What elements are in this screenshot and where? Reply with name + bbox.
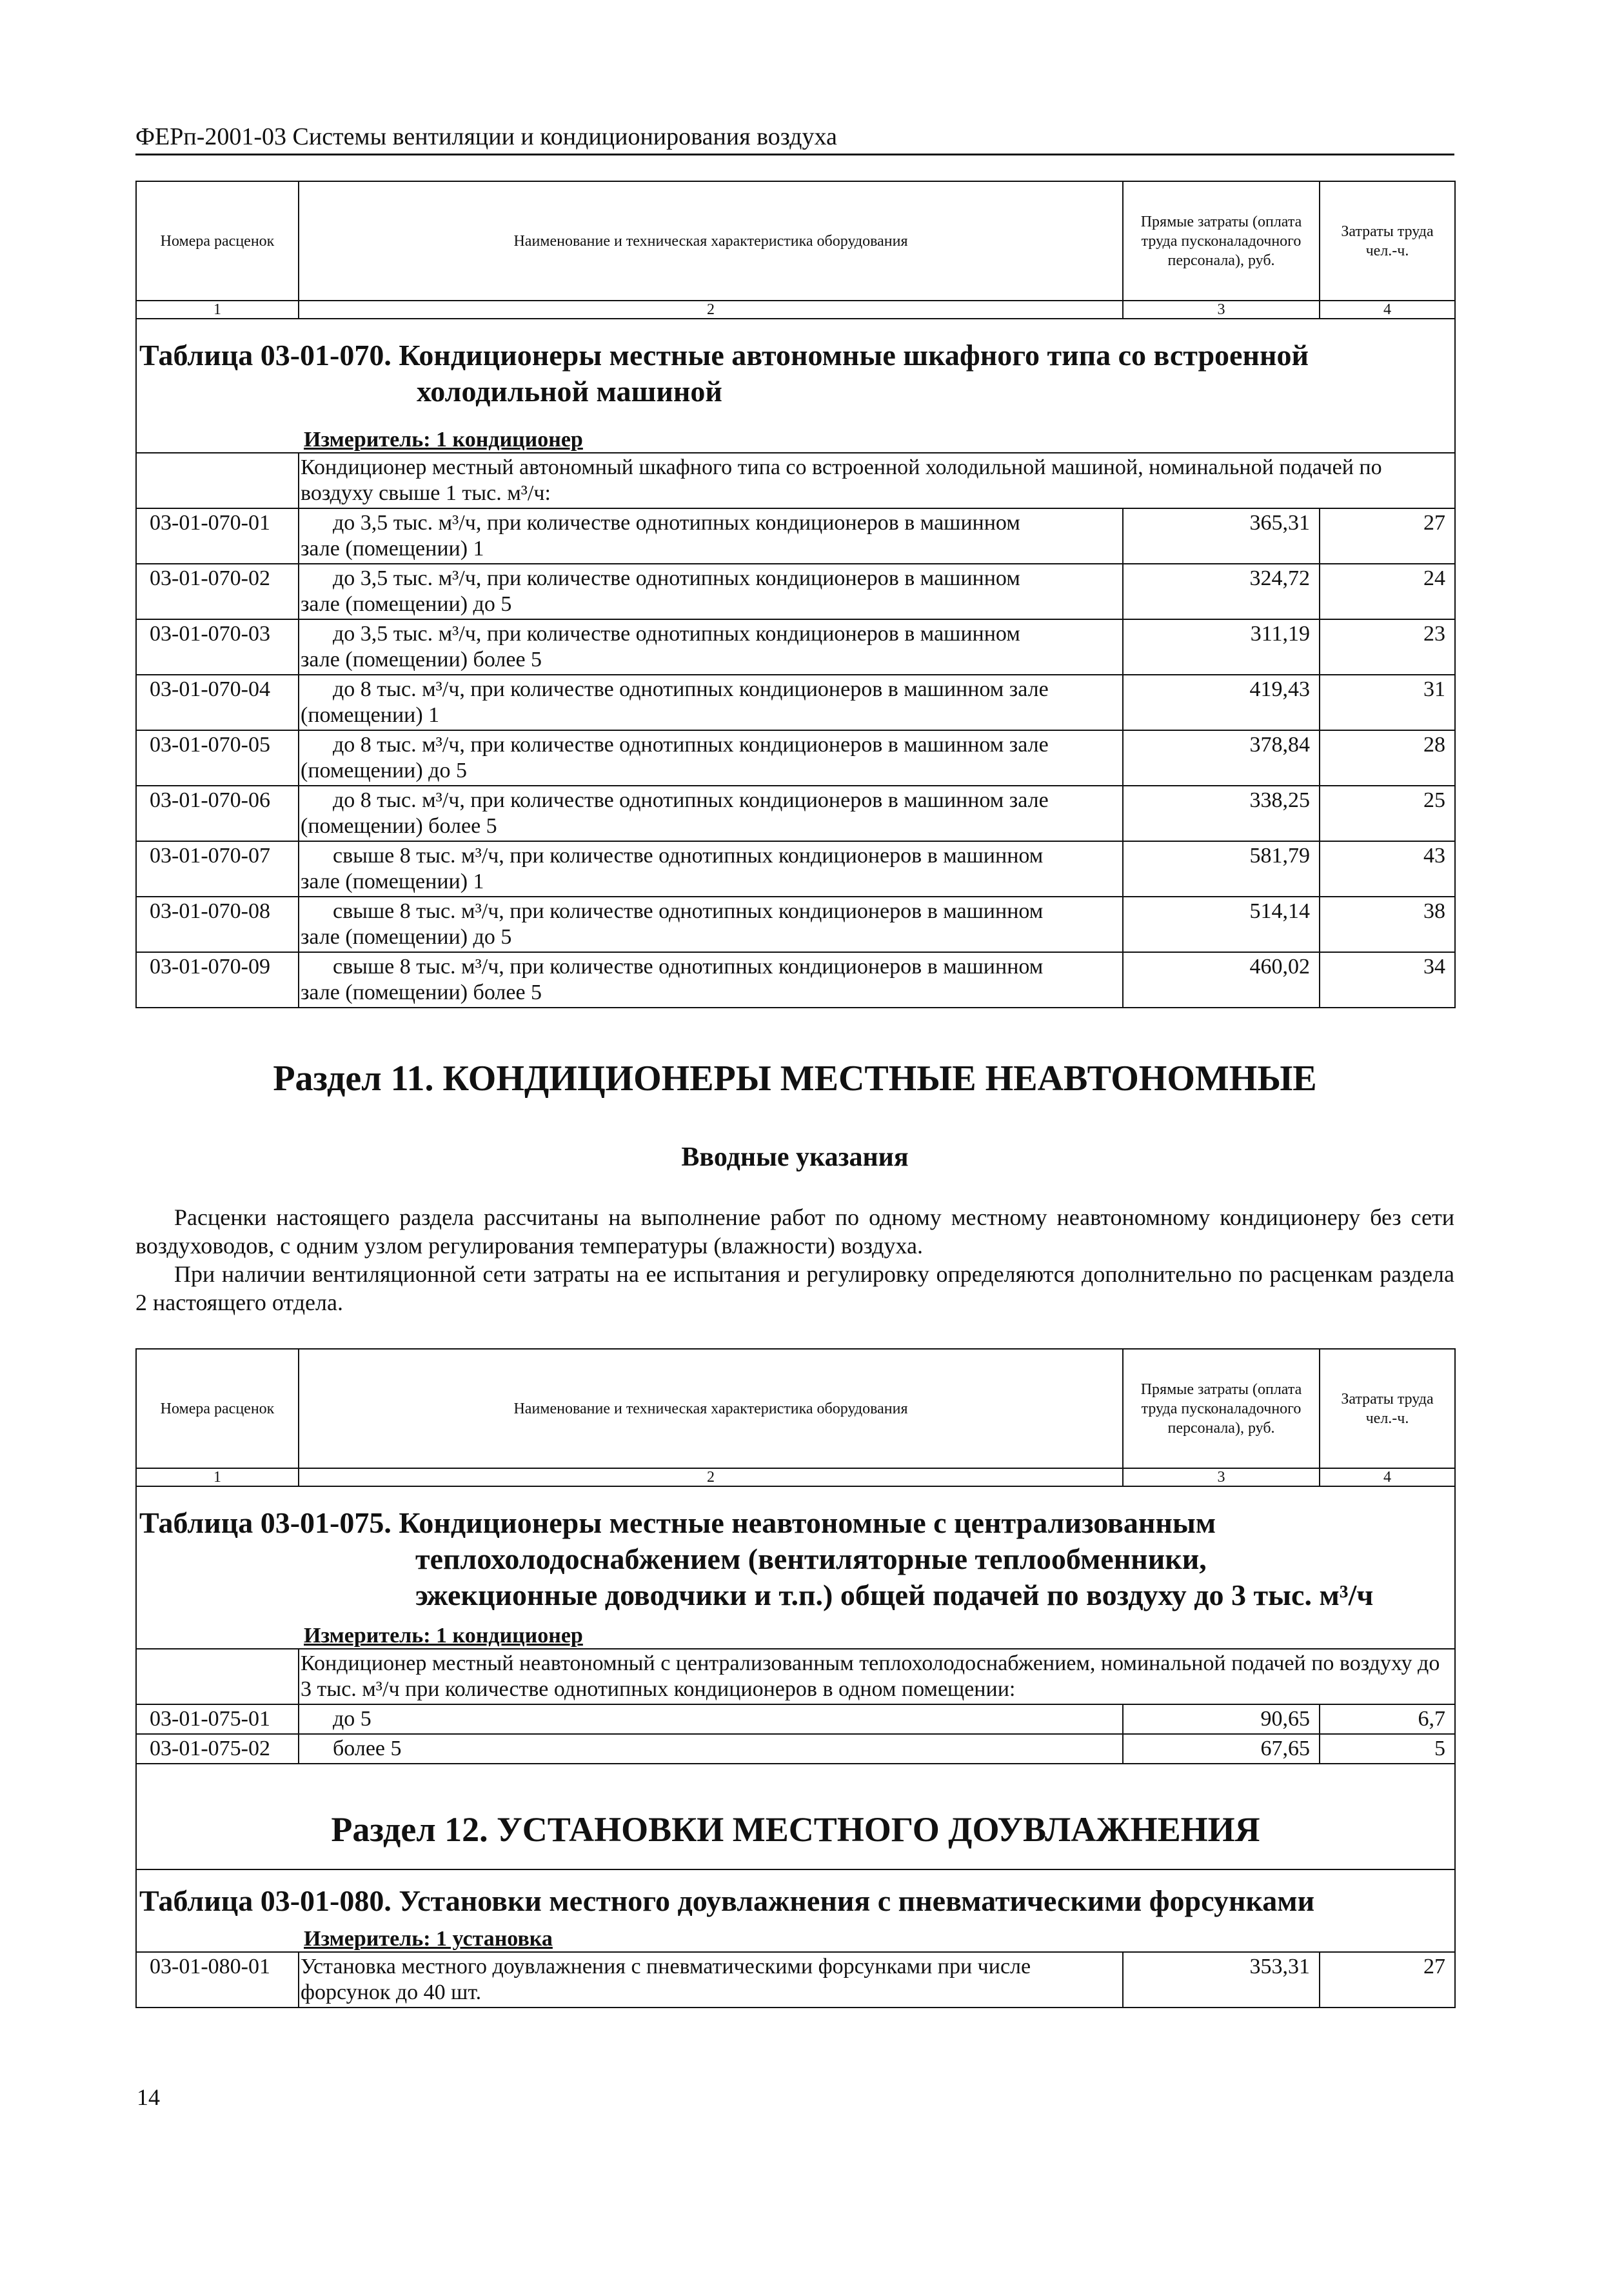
- rate-labor: 31: [1320, 675, 1455, 730]
- rate-desc: Установка местного доувлажнения с пневматическими форсунками при числе: [301, 1955, 1031, 1978]
- measure-unit: Измеритель: 1 кондиционер: [304, 1624, 583, 1648]
- rate-code: 03-01-075-02: [136, 1734, 299, 1764]
- measure-unit: Измеритель: 1 установка: [304, 1927, 553, 1951]
- rate-cost: 311,19: [1123, 619, 1320, 675]
- table-row: [136, 730, 1455, 786]
- rate-desc: свыше 8 тыс. м³/ч, при количестве однотипных кондиционеров в машинном: [333, 844, 1044, 868]
- rate-code: 03-01-070-01: [136, 508, 299, 564]
- rate-labor: 25: [1320, 786, 1455, 841]
- col-header-codes: Номера расценок: [136, 1349, 299, 1468]
- rate-cost: 365,31: [1123, 508, 1320, 564]
- rate-cost: 514,14: [1123, 897, 1320, 952]
- rate-desc: зале (помещении) более 5: [301, 981, 542, 1004]
- rate-desc: свыше 8 тыс. м³/ч, при количестве однотипных кондиционеров в машинном: [333, 955, 1044, 979]
- section-12-title: Раздел 12. УСТАНОВКИ МЕСТНОГО ДОУВЛАЖНЕНИЯ: [331, 1810, 1260, 1849]
- rate-code: 03-01-080-01: [136, 1952, 299, 2008]
- header-rule: [135, 154, 1454, 155]
- rate-labor: 38: [1320, 897, 1455, 952]
- rate-labor: 5: [1320, 1734, 1455, 1764]
- table-title-075: [136, 1486, 1455, 1649]
- rate-desc: (помещении) более 5: [301, 814, 497, 838]
- rate-desc: форсунок до 40 шт.: [301, 1980, 482, 2004]
- table-row: [136, 1734, 1455, 1764]
- rate-desc: (помещении) до 5: [301, 759, 467, 782]
- rate-code: 03-01-070-05: [136, 730, 299, 786]
- rate-cost: 67,65: [1123, 1734, 1320, 1764]
- col-number: 3: [1123, 1468, 1320, 1486]
- rate-labor: 28: [1320, 730, 1455, 786]
- table-row: [136, 508, 1455, 564]
- rate-labor: 24: [1320, 564, 1455, 619]
- table-title-line: Таблица 03-01-070. Кондиционеры местные автономные шкафного типа со встроенной: [139, 339, 1309, 372]
- section-12-block: [136, 1764, 1455, 1869]
- col-header-cost: Прямые затраты (оплата труда пусконаладочного персонала), руб.: [1123, 1349, 1320, 1468]
- col-header-name: Наименование и техническая характеристика оборудования: [299, 181, 1123, 301]
- rates-table-070: [135, 181, 1456, 1008]
- rate-cost: 581,79: [1123, 841, 1320, 897]
- rate-desc: до 5: [333, 1707, 371, 1731]
- table-title-070: [136, 319, 1455, 453]
- rate-code: 03-01-070-03: [136, 619, 299, 675]
- table-title-line: эжекционные доводчики и т.п.) общей подачей по воздуху до 3 тыс. м³/ч: [415, 1579, 1374, 1611]
- table-row: [136, 1952, 1455, 2008]
- table-row: [136, 675, 1455, 730]
- rate-cost: 338,25: [1123, 786, 1320, 841]
- rate-cost: 378,84: [1123, 730, 1320, 786]
- col-number: 2: [299, 1468, 1123, 1486]
- col-header-cost: Прямые затраты (оплата труда пусконаладочного персонала), руб.: [1123, 181, 1320, 301]
- table-title-080: [136, 1869, 1455, 1952]
- rate-labor: 43: [1320, 841, 1455, 897]
- rate-desc: до 3,5 тыс. м³/ч, при количестве однотипных кондиционеров в машинном: [333, 511, 1020, 535]
- rates-table-075-080: [135, 1348, 1456, 2008]
- rate-desc: зале (помещении) до 5: [301, 592, 512, 616]
- table-row: [136, 897, 1455, 952]
- col-number: 2: [299, 301, 1123, 319]
- rate-cost: 419,43: [1123, 675, 1320, 730]
- rate-desc: до 8 тыс. м³/ч, при количестве однотипных кондиционеров в машинном зале: [333, 677, 1049, 701]
- section-11-title: Раздел 11. КОНДИЦИОНЕРЫ МЕСТНЫЕ НЕАВТОНОМНЫЕ: [273, 1059, 1317, 1099]
- rate-desc: свыше 8 тыс. м³/ч, при количестве однотипных кондиционеров в машинном: [333, 899, 1044, 923]
- table-title-line: холодильной машиной: [417, 375, 722, 408]
- rate-labor: 34: [1320, 952, 1455, 1008]
- table-row: [136, 786, 1455, 841]
- rate-code: 03-01-070-07: [136, 841, 299, 897]
- rate-code: 03-01-070-02: [136, 564, 299, 619]
- rate-cost: 353,31: [1123, 1952, 1320, 2008]
- table-row: [136, 952, 1455, 1008]
- table-title-line: Таблица 03-01-080. Установки местного доувлажнения с пневматическими форсунками: [139, 1884, 1315, 1917]
- rate-desc: до 8 тыс. м³/ч, при количестве однотипных кондиционеров в машинном зале: [333, 788, 1049, 812]
- rate-code: 03-01-070-08: [136, 897, 299, 952]
- col-header-codes: Номера расценок: [136, 181, 299, 301]
- col-header-name: Наименование и техническая характеристика оборудования: [299, 1349, 1123, 1468]
- rate-code: 03-01-070-04: [136, 675, 299, 730]
- rate-cost: 460,02: [1123, 952, 1320, 1008]
- col-number: 3: [1123, 301, 1320, 319]
- col-header-labor: Затраты труда чел.-ч.: [1320, 181, 1455, 301]
- rate-cost: 90,65: [1123, 1704, 1320, 1734]
- table-title-line: Таблица 03-01-075. Кондиционеры местные неавтономные с централизованным: [139, 1506, 1216, 1539]
- col-header-labor: Затраты труда чел.-ч.: [1320, 1349, 1455, 1468]
- table-title-line: теплохолодоснабжением (вентиляторные теплообменники,: [415, 1542, 1207, 1575]
- col-number: 1: [136, 301, 299, 319]
- rate-cost: 324,72: [1123, 564, 1320, 619]
- col-number: 4: [1320, 1468, 1455, 1486]
- table-row: [136, 841, 1455, 897]
- table-intro: Кондиционер местный автономный шкафного типа со встроенной холодильной машиной, номинальной подачей по воздуху свыше 1 тыс. м³/ч:: [299, 453, 1455, 508]
- col-number: 1: [136, 1468, 299, 1486]
- rate-code: 03-01-070-06: [136, 786, 299, 841]
- intro-paragraph: При наличии вентиляционной сети затраты на ее испытания и регулировку определяются дополнительно по расценкам раздела 2 настоящего отдела.: [135, 1261, 1454, 1315]
- rate-desc: более 5: [333, 1737, 402, 1760]
- rate-code: 03-01-075-01: [136, 1704, 299, 1734]
- rate-labor: 6,7: [1320, 1704, 1455, 1734]
- rate-labor: 27: [1320, 1952, 1455, 2008]
- rate-desc: до 3,5 тыс. м³/ч, при количестве однотипных кондиционеров в машинном: [333, 566, 1020, 590]
- table-row: [136, 619, 1455, 675]
- rate-desc: зале (помещении) более 5: [301, 648, 542, 672]
- table-row: [136, 564, 1455, 619]
- rate-desc: зале (помещении) 1: [301, 537, 484, 561]
- rate-desc: зале (помещении) до 5: [301, 925, 512, 949]
- rate-desc: до 3,5 тыс. м³/ч, при количестве однотипных кондиционеров в машинном: [333, 622, 1020, 646]
- rate-desc: зале (помещении) 1: [301, 870, 484, 893]
- table-row: [136, 1704, 1455, 1734]
- rate-desc: до 8 тыс. м³/ч, при количестве однотипных кондиционеров в машинном зале: [333, 733, 1049, 757]
- rate-labor: 23: [1320, 619, 1455, 675]
- page-number: 14: [137, 2084, 160, 2110]
- rate-desc: (помещении) 1: [301, 703, 440, 727]
- col-number: 4: [1320, 301, 1455, 319]
- rate-labor: 27: [1320, 508, 1455, 564]
- intro-heading: Вводные указания: [681, 1142, 909, 1172]
- intro-paragraph: Расценки настоящего раздела рассчитаны на выполнение работ по одному местному неавтономному кондиционеру без сети воздуховодов, с одним узлом регулирования температуры (влажности) воздуха.: [135, 1204, 1454, 1259]
- running-header: ФЕРп-2001-03 Системы вентиляции и кондиционирования воздуха: [135, 123, 837, 150]
- table-intro: Кондиционер местный неавтономный с централизованным теплохолодоснабжением, номинальной подачей по воздуху до 3 тыс. м³/ч при количестве однотипных кондиционеров в одном помещении:: [299, 1649, 1455, 1704]
- measure-unit: Измеритель: 1 кондиционер: [304, 428, 583, 452]
- rate-code: 03-01-070-09: [136, 952, 299, 1008]
